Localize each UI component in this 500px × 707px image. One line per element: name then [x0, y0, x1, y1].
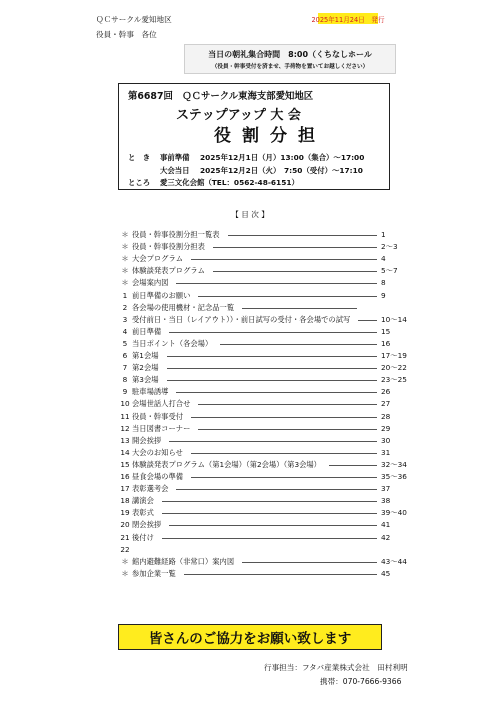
toc-item — [0, 350, 500, 362]
toc-item-page: 32～34 — [381, 459, 407, 469]
toc-item — [0, 507, 500, 519]
toc-item-page: 42 — [381, 532, 391, 542]
toc-leader-line — [358, 320, 377, 321]
toc-item-page: 10～14 — [381, 314, 407, 324]
day-time: 2025年12月2日（火） 7:50（受付）～17:10 — [200, 166, 363, 175]
toc-item — [0, 471, 500, 483]
toc-item — [0, 338, 500, 350]
toc-item — [0, 532, 500, 544]
issue-date-badge: 2025年11月24日 発行 — [318, 13, 378, 24]
toc-item-number: 18 — [120, 496, 130, 506]
toc-item-label: 駐車場誘導 — [132, 387, 169, 397]
toc-item-number: 8 — [122, 375, 128, 385]
toc-leader-line — [176, 392, 377, 393]
toc-item-number: ＊ — [121, 278, 129, 288]
toc-item — [0, 483, 500, 495]
toc-item-page: 23～25 — [381, 375, 407, 385]
toc-item-label: 開会挨拶 — [132, 435, 162, 445]
toc-item — [0, 326, 500, 338]
toc-item — [0, 423, 500, 435]
toc-item-number: ＊ — [121, 230, 129, 239]
toc-item — [0, 519, 500, 531]
toc-item-number: 2 — [122, 302, 128, 312]
toc-item-number: ＊ — [121, 254, 129, 264]
toc-leader-line — [162, 501, 377, 502]
toc-item-label: 表彰選考会 — [132, 484, 169, 494]
toc-item-number: 19 — [120, 508, 130, 518]
toc-item-label: 閉会挨拶 — [132, 520, 162, 530]
toc-item-number: 22 — [120, 544, 130, 554]
toc-item-number: 1 — [122, 290, 128, 300]
toc-item — [0, 386, 500, 398]
toc-leader-line — [191, 453, 377, 454]
toc-item-page: 4 — [381, 254, 386, 264]
toc-leader-line — [184, 574, 377, 575]
toc-item-page: 38 — [381, 496, 391, 506]
toc-item-number: 6 — [122, 351, 128, 360]
toc-item-number: 15 — [120, 459, 130, 469]
toc-title: 【 目 次 】 — [231, 210, 269, 219]
toc-item-label: 当日図書コーナー — [132, 423, 191, 433]
toc-item-label: 前日準備 — [132, 326, 162, 336]
toc-item — [0, 544, 500, 556]
toc-item — [0, 290, 500, 302]
manager-phone: 携帯：070-7666-9366 — [320, 677, 402, 686]
toc-item-number: 17 — [120, 484, 130, 494]
toc-leader-line — [169, 525, 377, 526]
toc-item-page: 9 — [381, 290, 386, 300]
where-label: ところ — [128, 178, 151, 187]
toc-leader-line — [167, 356, 377, 357]
toc-item — [0, 241, 500, 253]
toc-item-number: 4 — [122, 326, 128, 336]
assembly-notice — [184, 44, 396, 74]
prep-time: 2025年12月1日（月）13:00（集合）～17:00 — [200, 153, 365, 162]
toc-leader-line — [242, 562, 377, 563]
toc-item-label: 第2会場 — [132, 363, 159, 373]
toc-item-page: 43～44 — [381, 556, 407, 566]
toc-leader-line — [176, 283, 377, 284]
toc-item-page: 45 — [381, 568, 391, 578]
toc-item — [0, 374, 500, 386]
toc-item-page: 37 — [381, 484, 391, 494]
toc-item — [0, 568, 500, 580]
toc-item-label: 体験談発表プログラム — [132, 266, 205, 276]
toc-item-label: 当日ポイント（各会場） — [132, 338, 213, 348]
toc-item-number: 12 — [120, 423, 130, 433]
when-label: と き — [128, 153, 151, 162]
toc-leader-line — [329, 465, 377, 466]
venue: 愛三文化会館（TEL：0562-48-6151） — [160, 178, 299, 187]
toc-item-label: 昼食会場の準備 — [132, 472, 184, 481]
org-name: ＱＣサークル愛知地区 — [96, 15, 172, 24]
toc-item-number: 11 — [120, 411, 130, 421]
assembly-time: 当日の朝礼集合時間 8:00（くちなしホール — [208, 50, 372, 59]
toc-item-page: 15 — [381, 326, 391, 336]
toc-item — [0, 459, 500, 471]
toc-leader-line — [198, 429, 377, 430]
toc-leader-line — [162, 538, 377, 539]
toc-item-page: 5～7 — [381, 266, 398, 276]
toc-item-number: 10 — [120, 399, 130, 409]
toc-leader-line — [213, 271, 377, 272]
toc-item-number: 16 — [120, 472, 130, 481]
toc-item-label: 大会プログラム — [132, 254, 184, 264]
toc-leader-line — [213, 247, 377, 248]
toc-item-page: 2～3 — [381, 242, 398, 252]
event-name-line2: 役割分担 — [214, 126, 326, 146]
toc-item-number: ＊ — [121, 242, 129, 252]
toc-leader-line — [167, 380, 377, 381]
toc-item — [0, 398, 500, 410]
toc-item-label: 大会のお知らせ — [132, 447, 183, 457]
toc-item-label: 受付前日・当日（レイアウト））・前日試写の受付・各会場での試写 — [132, 314, 351, 324]
toc-item — [0, 447, 500, 459]
toc-item-label: 体験談発表プログラム（第1会場）（第2会場）（第3会場） — [132, 459, 321, 469]
toc-leader-line — [169, 332, 377, 333]
toc-item-page: 20～22 — [381, 363, 407, 373]
toc-item — [0, 302, 500, 314]
toc-leader-line — [228, 235, 377, 236]
toc-leader-line — [167, 368, 377, 369]
toc-item-page: 39～40 — [381, 508, 407, 518]
toc-item — [0, 495, 500, 507]
toc-item-number: 7 — [122, 363, 128, 373]
toc-leader-line — [191, 477, 377, 478]
toc-item — [0, 362, 500, 374]
toc-item-label: 表彰式 — [132, 508, 154, 518]
toc-item-number: 20 — [120, 520, 130, 530]
toc-item-page: 26 — [381, 387, 391, 397]
toc-item-page: 35～36 — [381, 472, 407, 481]
toc-item-number: 21 — [120, 532, 130, 542]
toc-item-label: 会場世話人打合せ — [132, 399, 191, 409]
recipients: 役員・幹事 各位 — [96, 30, 157, 39]
toc-item-number: ＊ — [121, 266, 129, 276]
toc-item-page: 30 — [381, 435, 391, 445]
toc-leader-line — [162, 513, 377, 514]
toc-item — [0, 556, 500, 568]
toc-item-page: 17～19 — [381, 351, 407, 360]
toc-item-number: 13 — [120, 435, 130, 445]
event-manager: 行事担当：フタバ産業株式会社 田村利明 — [264, 663, 408, 672]
toc-leader-line — [220, 344, 377, 345]
toc-item — [0, 411, 500, 423]
toc-item-label: 参加企業一覧 — [132, 568, 176, 578]
toc-item-page: 16 — [381, 338, 391, 348]
toc-item-label: 役員・幹事受付 — [132, 411, 184, 421]
toc-item-label: 各会場の使用機材・記念品一覧 — [132, 302, 235, 312]
toc-item-number: 9 — [122, 387, 128, 397]
toc-item-number: 14 — [120, 447, 130, 457]
toc-item — [0, 253, 500, 265]
day-label: 大会当日 — [160, 166, 190, 175]
toc-item-page: 28 — [381, 411, 391, 421]
prep-label: 事前準備 — [160, 153, 190, 162]
toc-item-label: 館内避難経路（非常口）案内図 — [132, 556, 235, 566]
toc-item-number: 5 — [122, 338, 128, 348]
toc-item-page: 41 — [381, 520, 391, 530]
toc-leader-line — [191, 259, 377, 260]
toc-item-label: 前日準備のお願い — [132, 290, 191, 300]
toc-item-page: 27 — [381, 399, 391, 409]
toc-leader-line — [242, 308, 357, 309]
toc-item — [0, 435, 500, 447]
toc-item-label: 後付け — [132, 532, 154, 542]
event-name-line1: ステップアップ 大 会 — [176, 108, 301, 123]
toc-item-label: 講演会 — [132, 496, 154, 506]
toc-item-page: 8 — [381, 278, 386, 288]
toc-item — [0, 277, 500, 289]
toc-item-number: 3 — [122, 314, 128, 324]
toc-item — [0, 314, 500, 326]
event-title: 第6687回 ＱＣサークル東海支部愛知地区 — [128, 91, 314, 102]
toc-item-number: ＊ — [121, 568, 129, 578]
toc-item-label: 役員・幹事役割分担一覧表 — [132, 230, 220, 239]
toc-item-label: 役員・幹事役割分担表 — [132, 242, 205, 252]
toc-item — [0, 229, 500, 241]
toc-item-page: 29 — [381, 423, 391, 433]
cooperation-banner: 皆さんのご協力をお願い致します — [118, 624, 382, 650]
toc-item — [0, 265, 500, 277]
toc-item-number: ＊ — [121, 556, 129, 566]
toc-leader-line — [198, 404, 377, 405]
toc-item-label: 会場案内図 — [132, 278, 169, 288]
toc-leader-line — [169, 441, 377, 442]
toc-item-label: 第1会場 — [132, 351, 159, 360]
assembly-note: （役員・幹事受付を済ませ、手荷物を置いてお越しください） — [211, 64, 369, 70]
toc-leader-line — [176, 489, 377, 490]
toc-item-label: 第3会場 — [132, 375, 159, 385]
toc-item-page: 1 — [381, 230, 386, 239]
toc-item-page: 31 — [381, 447, 391, 457]
toc-leader-line — [198, 296, 377, 297]
toc-leader-line — [191, 417, 377, 418]
